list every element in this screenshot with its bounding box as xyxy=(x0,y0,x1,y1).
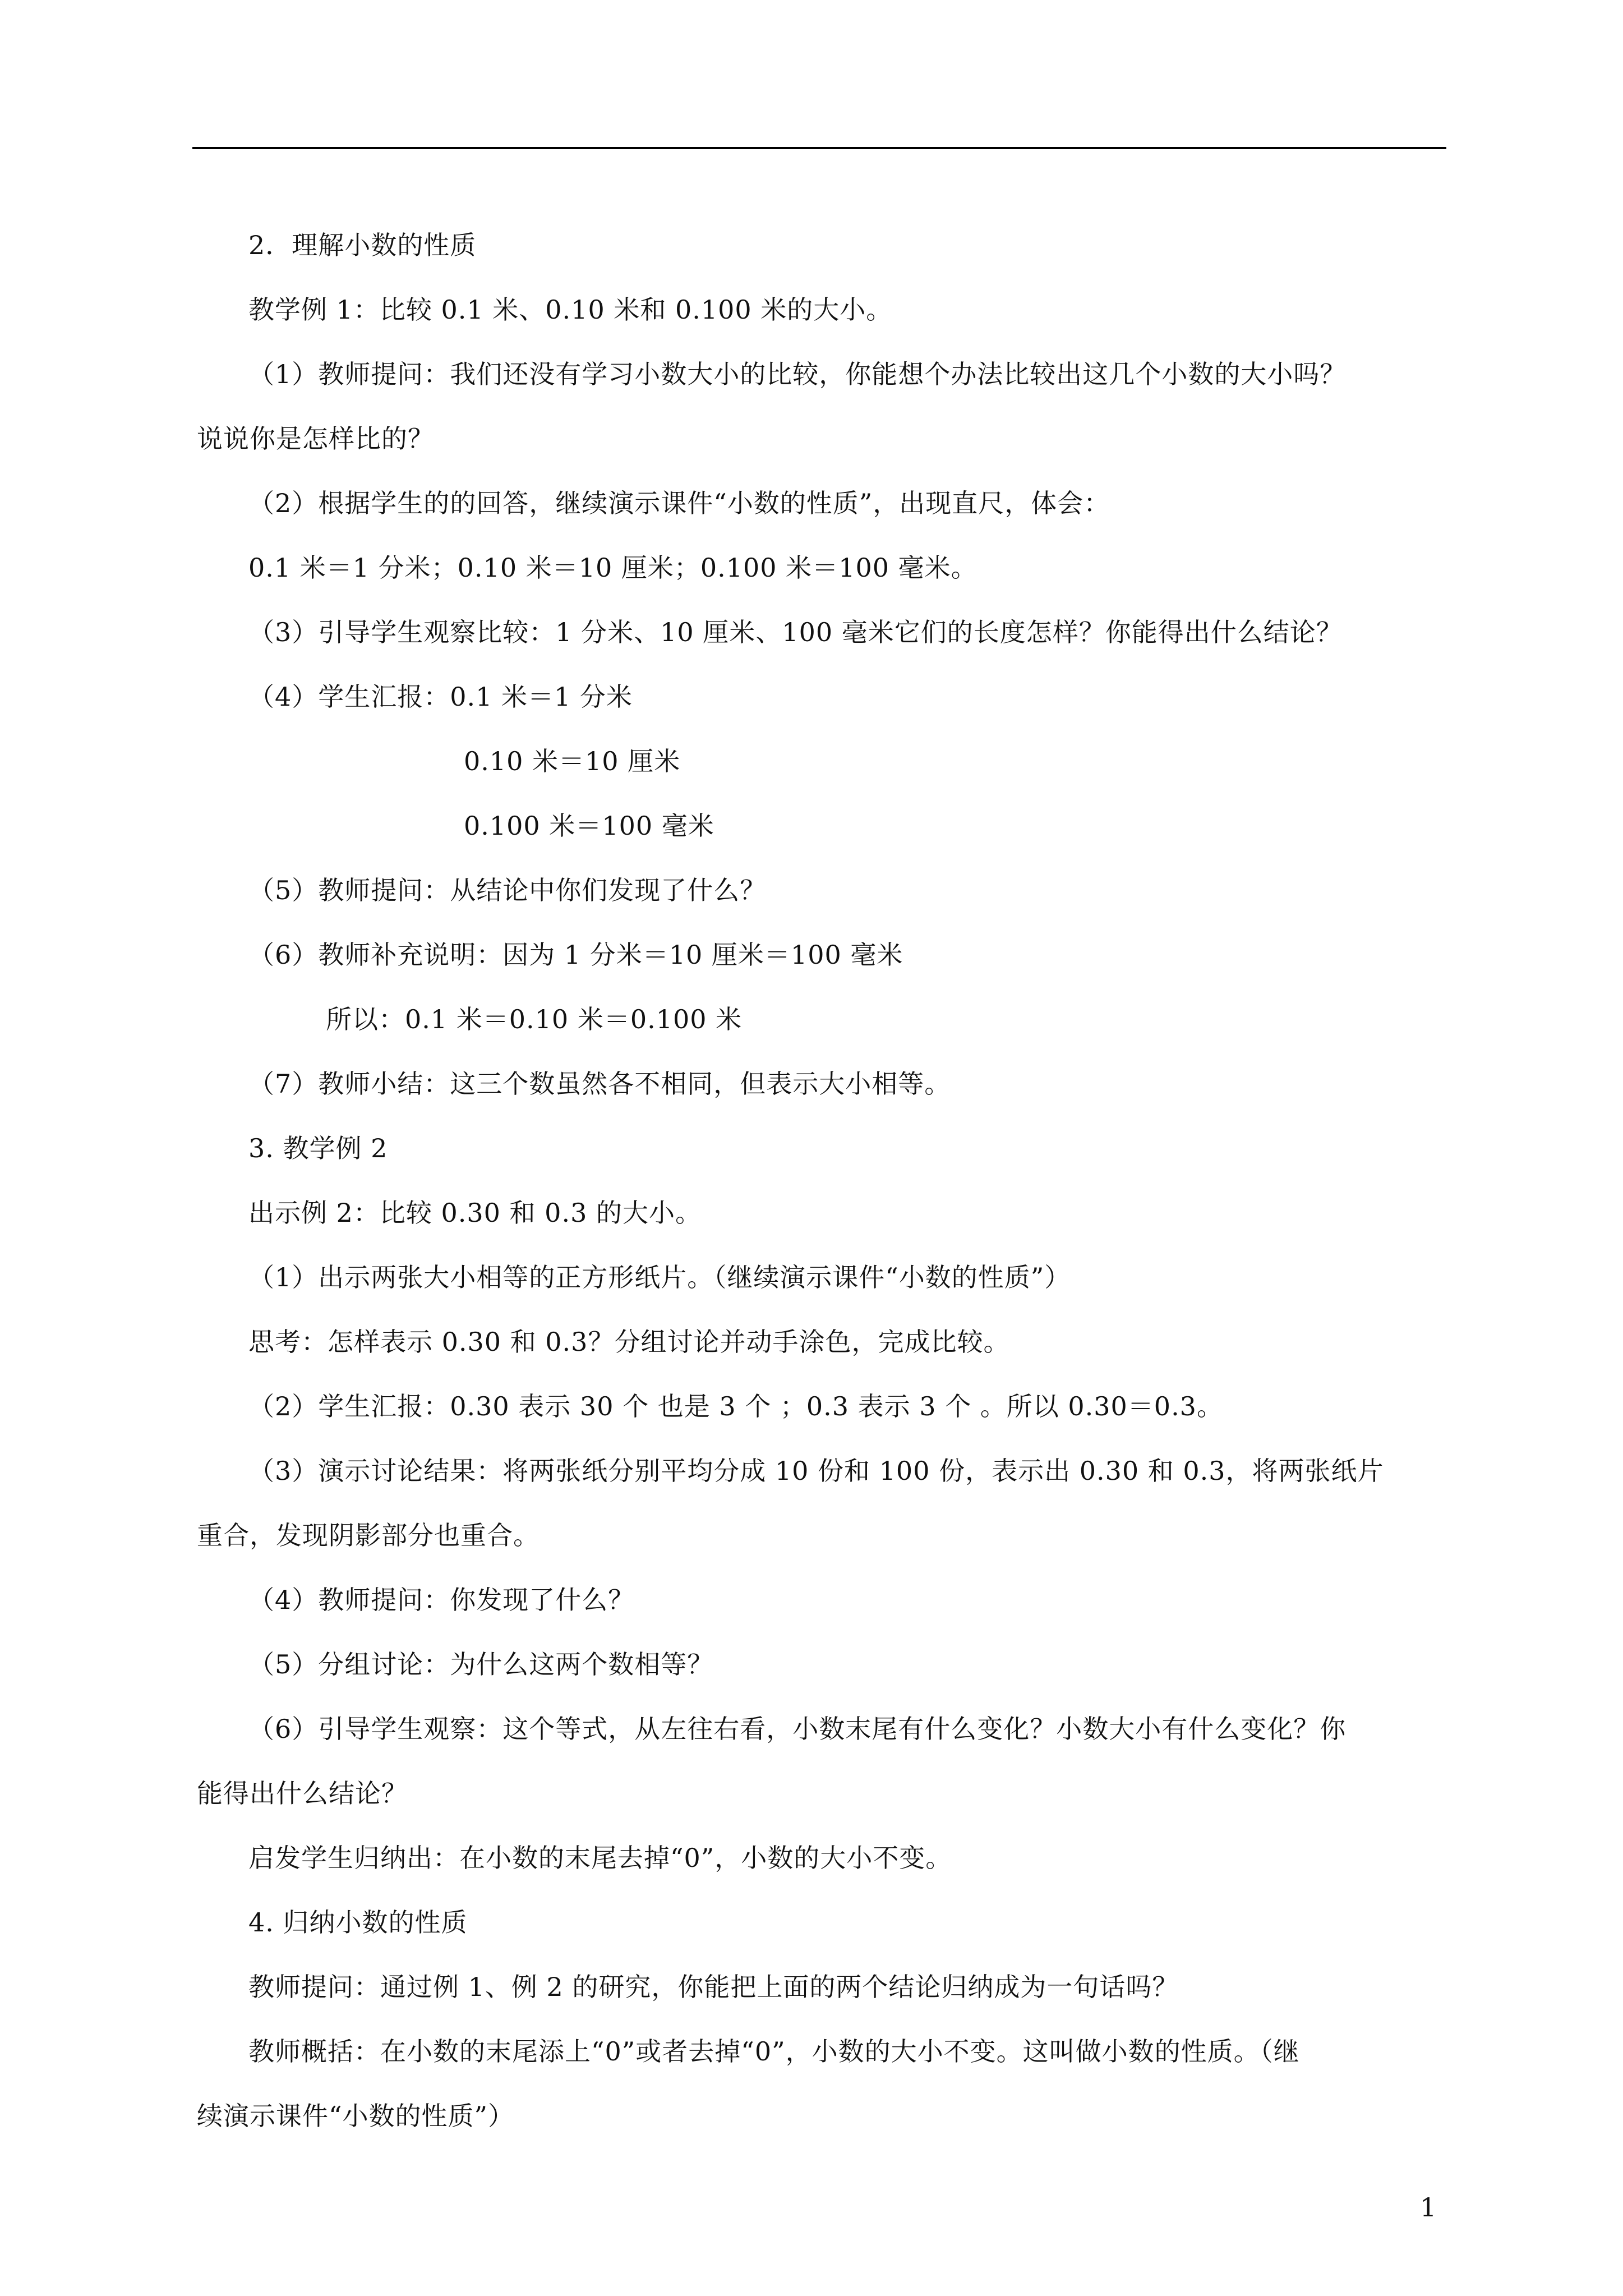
page-number: 1 xyxy=(1420,2192,1437,2223)
text-line: 2．理解小数的性质 xyxy=(248,230,477,260)
text-line: 教师概括：在小数的末尾添上“0”或者去掉“0”，小数的大小不变。这叫做小数的性质。（继 xyxy=(248,2036,1300,2067)
text-line: （5）教师提问：从结论中你们发现了什么？ xyxy=(248,875,767,905)
text-line: 能得出什么结论？ xyxy=(197,1778,408,1809)
text-line: 重合，发现阴影部分也重合。 xyxy=(197,1520,540,1550)
header-rule xyxy=(192,147,1446,149)
text-line: 出示例 2：比较 0.30 和 0.3 的大小。 xyxy=(248,1198,702,1228)
text-line: 说说你是怎样比的？ xyxy=(197,424,434,454)
text-line: 教师提问：通过例 1、例 2 的研究，你能把上面的两个结论归纳成为一句话吗？ xyxy=(248,1972,1179,2002)
text-line: 思考：怎样表示 0.30 和 0.3？分组讨论并动手涂色，完成比较。 xyxy=(248,1327,1010,1357)
text-line: （2）根据学生的的回答，继续演示课件“小数的性质”，出现直尺，体会： xyxy=(248,488,1110,518)
text-line: （1）教师提问：我们还没有学习小数大小的比较，你能想个办法比较出这几个小数的大小吗？ xyxy=(248,359,1347,389)
text-line: （5）分组讨论：为什么这两个数相等？ xyxy=(248,1649,714,1680)
text-line: 教学例 1：比较 0.1 米、0.10 米和 0.100 米的大小。 xyxy=(248,295,893,325)
text-line: （4）学生汇报：0.1 米＝1 分米 xyxy=(248,682,633,712)
text-line: 续演示课件“小数的性质”） xyxy=(197,2101,515,2131)
text-line: 3. 教学例 2 xyxy=(248,1133,388,1163)
text-line: 0.100 米＝100 毫米 xyxy=(464,811,714,841)
document-body xyxy=(197,213,1446,2148)
text-line: 所以：0.1 米＝0.10 米＝0.100 米 xyxy=(326,1004,743,1034)
text-line: 4. 归纳小数的性质 xyxy=(248,1907,468,1938)
text-line: 0.1 米＝1 分米；0.10 米＝10 厘米；0.100 米＝100 毫米。 xyxy=(248,553,978,583)
text-line: （1）出示两张大小相等的正方形纸片。（继续演示课件“小数的性质”） xyxy=(248,1262,1071,1292)
text-line: 启发学生归纳出：在小数的末尾去掉“0”，小数的大小不变。 xyxy=(248,1843,952,1873)
text-line: （7）教师小结：这三个数虽然各不相同，但表示大小相等。 xyxy=(248,1069,951,1099)
text-line: （4）教师提问：你发现了什么？ xyxy=(248,1585,635,1615)
text-line: （3）演示讨论结果：将两张纸分别平均分成 10 份和 100 份，表示出 0.30 和 0.3，将两张纸片 xyxy=(248,1456,1384,1486)
text-line: （3）引导学生观察比较：1 分米、10 厘米、100 毫米它们的长度怎样？你能得出什么结论？ xyxy=(248,617,1343,647)
text-line: （6）引导学生观察：这个等式，从左往右看，小数末尾有什么变化？小数大小有什么变化？你 xyxy=(248,1714,1347,1744)
text-line: （6）教师补充说明：因为 1 分米＝10 厘米＝100 毫米 xyxy=(248,940,903,970)
text-line: （2）学生汇报：0.30 表示 30 个 也是 3 个 ；0.3 表示 3 个 。所以 0.30＝0.3。 xyxy=(248,1391,1223,1421)
text-line: 0.10 米＝10 厘米 xyxy=(464,746,681,776)
